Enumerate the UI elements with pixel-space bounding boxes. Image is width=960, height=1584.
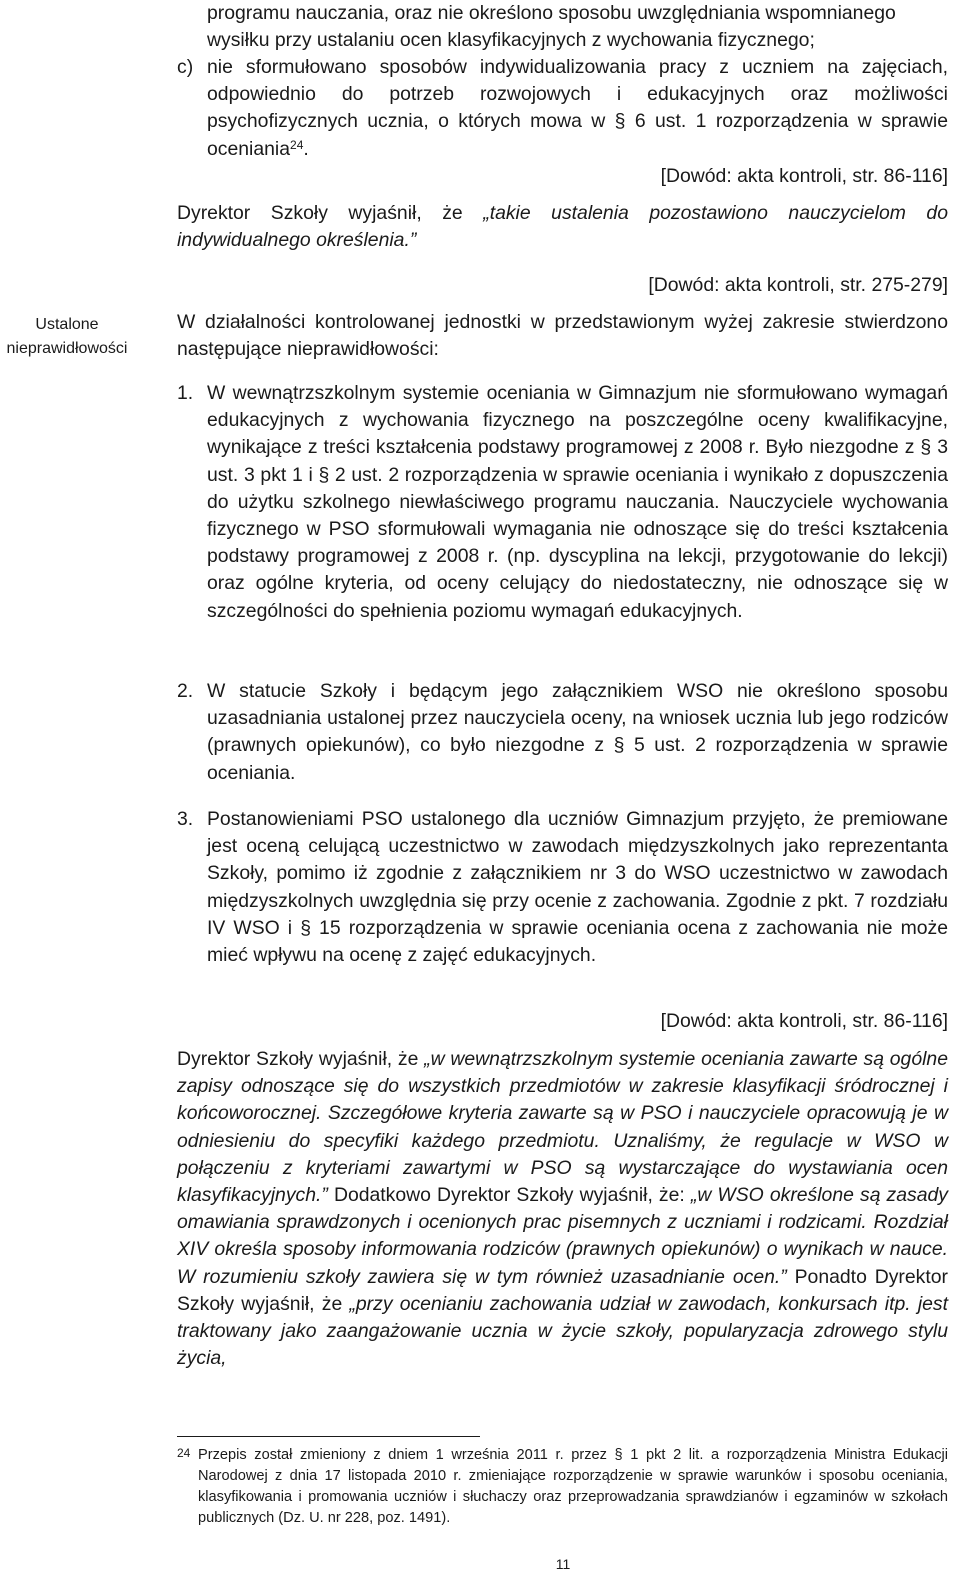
evidence-reference-2: [Dowód: akta kontroli, str. 275-279] bbox=[648, 274, 948, 296]
director-explanation-2-quote: „w wewnątrzszkolnym systemie oceniania zawarte są ogólne zapisy odnoszące się do wszystkich przedmiotów w zakresie klasyfikacji śródrocznej i końcoworocznej. Szczegółowe kryteria zawarte są w PSO i nauczyciele opracowują je w odniesieniu do specyfiki każdego przedmiotu. Uznaliśmy, że regulacje w WSO w połączeniu z kryteriami zawartymi w PSO są wystarczające do wystawiania ocen klasyfikacyjnych.” bbox=[177, 1048, 948, 1207]
director-explanation-2-lead-c: Ponadto Dyrektor Szkoły wyjaśnił, że bbox=[177, 1265, 948, 1315]
finding-number: 2. bbox=[177, 680, 194, 702]
footnote-text: Przepis został zmieniony z dniem 1 września 2011 r. przez § 1 pkt 2 lit. a rozporządzenia Ministra Edukacji Narodowej z dnia 17 listopada 2010 r. zmieniające rozporządzenie w sprawie warunków i sposobu oceniania, klasyfikowania i promowania uczniów i słuchaczy oraz przeprowadzania sprawdzianów i egzaminów w szkołach publicznych (Dz. U. nr 228, poz. 1491). bbox=[198, 1447, 948, 1526]
list-item-c-text bbox=[207, 54, 948, 163]
page-number: 11 bbox=[555, 1556, 571, 1572]
director-explanation-2-quote-b: „w WSO określone są zasady omawiania sprawdzonych i ocenionych prac pisemnych z uczniami i rodzicami. Rozdział XIV określa sposoby informowania rodziców (prawnych opiekunów) o wynikach w nauce. W rozumieniu szkoły zawiera się w tym również uzasadnianie ocen.” bbox=[177, 1184, 948, 1288]
findings-intro: W działalności kontrolowanej jednostki w przedstawionym wyżej zakresie stwierdzono następujące nieprawidłowości: bbox=[177, 311, 948, 361]
item-c-text: nie sformułowano sposobów indywidualizowania pracy z uczniem na zajęciach, odpowiednio do potrzeb rozwojowych i edukacyjnych oraz możliwości psychofizycznych ucznia, o których mowa w § 6 ust. 1 rozporządzenia w sprawie oceniania bbox=[207, 56, 948, 160]
list-item-c-label: c) bbox=[177, 56, 194, 78]
finding-item-2 bbox=[177, 678, 948, 787]
list-item-c bbox=[177, 54, 948, 163]
director-explanation-2-lead: Dyrektor Szkoły wyjaśnił, że bbox=[177, 1048, 425, 1070]
director-explanation-2-lead-b: Dodatkowo Dyrektor Szkoły wyjaśnił, że: bbox=[327, 1184, 691, 1207]
finding-text: W wewnątrzszkolnym systemie oceniania w Gimnazjum nie sformułowano wymagań edukacyjnych z wychowania fizycznego na poszczególne oceny kwalifikacyjne, wynikające z treści kształcenia podstawy programowej z 2008 r. Było niezgodne z § 3 ust. 3 pkt 1 i § 2 ust. 2 rozporządzenia w sprawie oceniania i wynikało z dopuszczenia do użytku szkolnego niewłaściwego programu nauczania. Nauczyciele wychowania fizycznego w PSO sformułowali wymagania nie odnoszące się do treści kształcenia podstawy programowej z 2008 r. (np. dyscyplina na lekcji, przygotowanie do lekcji) oraz ogólne kryteria, od oceny celujący do niedostateczny, nie odnoszące się w szczególności do spełnienia poziomu wymagań edukacyjnych. bbox=[207, 382, 948, 622]
finding-item-3 bbox=[177, 806, 948, 969]
evidence-reference-3: [Dowód: akta kontroli, str. 86-116] bbox=[660, 1010, 948, 1032]
intro-line-1: programu nauczania, oraz nie określono sposobu uwzględniania wspomnianego bbox=[207, 2, 896, 24]
margin-label-findings: Ustalone nieprawidłowości bbox=[6, 316, 128, 357]
director-explanation-1 bbox=[177, 200, 948, 254]
item-c-end: . bbox=[303, 137, 309, 160]
finding-number: 1. bbox=[177, 382, 194, 404]
director-explanation-2-quote-c: „przy ocenianiu zachowania udział w zawodach, konkursach itp. jest traktowany jako zaangażowanie ucznia w życie szkoły, popularyzacja zdrowego stylu życia, bbox=[177, 1292, 948, 1370]
finding-item-1 bbox=[177, 380, 948, 625]
intro-line-2: wysiłku przy ustalaniu ocen klasyfikacyjnych z wychowania fizycznego; bbox=[207, 29, 815, 51]
footnote-ref[interactable]: 24 bbox=[290, 137, 304, 152]
intro-continuation-line-2 bbox=[207, 27, 948, 54]
director-explanation-2 bbox=[177, 1046, 948, 1372]
director-explanation-1-quote: „takie ustalenia pozostawiono nauczycielom do indywidualnego określenia.” bbox=[177, 202, 948, 252]
finding-text: Postanowieniami PSO ustalonego dla uczniów Gimnazjum przyjęto, że premiowane jest oceną celującą uczestnictwo w zawodach międzyszkolnych jako reprezentanta Szkoły, pomimo iż zgodnie z załącznikiem nr 3 do WSO uczestnictwo w zawodach międzyszkolnych uwzględnia się przy ocenie z zachowania. Zgodnie z pkt. 7 rozdziału IV WSO i § 15 rozporządzenia w sprawie oceniania ocena z zachowania nie może mieć wpływu na ocenę z zajęć edukacyjnych. bbox=[207, 808, 948, 967]
footnote-mark: 24 bbox=[177, 1446, 191, 1460]
finding-text: W statucie Szkoły i będącym jego załącznikiem WSO nie określono sposobu uzasadniania ustalonej przez nauczyciela oceny, na wniosek ucznia lub jego rodziców (prawnych opiekunów), co było niezgodne z § 5 ust. 2 rozporządzenia w sprawie oceniania. bbox=[207, 680, 948, 784]
evidence-reference-1: [Dowód: akta kontroli, str. 86-116] bbox=[660, 165, 948, 187]
footnote-24 bbox=[177, 1445, 948, 1529]
director-explanation-1-lead: Dyrektor Szkoły wyjaśnił, że bbox=[177, 202, 484, 224]
footnote-divider bbox=[177, 1436, 480, 1437]
intro-continuation-line bbox=[207, 0, 948, 27]
finding-number: 3. bbox=[177, 808, 194, 830]
